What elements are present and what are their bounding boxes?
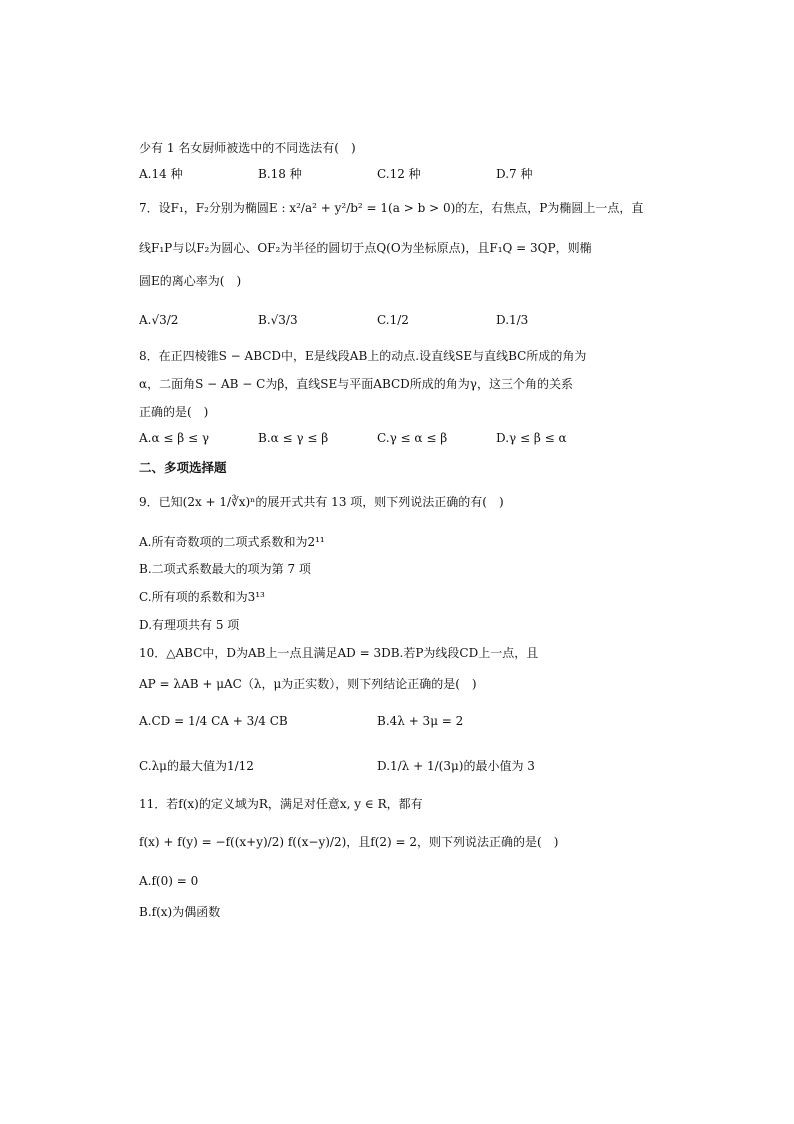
q9-option-b: B.二项式系数最大的项为第 7 项 (139, 562, 311, 576)
q9-option-c: C.所有项的系数和为3¹³ (139, 590, 265, 604)
q10-option-c: C.λμ的最大值为1/12 (139, 759, 254, 773)
q6-option-b: B.18 种 (258, 167, 302, 181)
q11-stem-line-1: 11．若f(x)的定义域为R，满足对任意x, y ∈ R，都有 (139, 797, 423, 811)
q8-option-c: C.γ ≤ α ≤ β (377, 431, 448, 445)
section-heading: 二、多项选择题 (139, 460, 227, 475)
q8-stem-line-1: 8．在正四棱锥S − ABCD中，E是线段AB上的动点.设直线SE与直线BC所成的角为 (139, 349, 587, 363)
q11-option-b: B.f(x)为偶函数 (139, 905, 221, 919)
q7-option-b: B.√3/3 (258, 313, 298, 327)
q6-stem-tail: 少有 1 名女厨师被选中的不同选法有( ) (139, 141, 356, 155)
q8-option-a: A.α ≤ β ≤ γ (139, 431, 210, 445)
q7-stem-line-3: 圆E的离心率为( ) (139, 274, 242, 288)
q11-stem-line-2: f(x) + f(y) = −f((x+y)/2) f((x−y)/2)，且f(2) = 2，则下列说法正确的是( ) (139, 835, 559, 849)
q9-option-a: A.所有奇数项的二项式系数和为2¹¹ (139, 535, 325, 549)
q11-option-a: A.f(0) = 0 (139, 874, 199, 888)
q6-option-c: C.12 种 (377, 167, 421, 181)
q7-stem-line-1: 7．设F₁，F₂分别为椭圆E : x²/a² + y²/b² = 1(a > b > 0)的左，右焦点，P为椭圆上一点，直 (139, 201, 644, 215)
q8-option-b: B.α ≤ γ ≤ β (258, 431, 329, 445)
q10-stem-line-2: AP = λAB + μAC（λ，μ为正实数），则下列结论正确的是( ) (139, 677, 477, 691)
q7-option-d: D.1/3 (496, 313, 529, 327)
q10-option-a: A.CD = 1/4 CA + 3/4 CB (139, 714, 288, 728)
q8-stem-line-2: α，二面角S − AB − C为β，直线SE与平面ABCD所成的角为γ，这三个角的关系 (139, 377, 573, 391)
q9-option-d: D.有理项共有 5 项 (139, 618, 240, 632)
q7-option-c: C.1/2 (377, 313, 409, 327)
q7-stem-line-2: 线F₁P与以F₂为圆心、OF₂为半径的圆切于点Q(O为坐标原点)，且F₁Q = 3QP，则椭 (139, 241, 592, 255)
q9-stem: 9．已知(2x + 1/∛x)ⁿ的展开式共有 13 项，则下列说法正确的有( ) (139, 495, 504, 509)
q8-stem-line-3: 正确的是( ) (139, 405, 209, 419)
q6-option-d: D.7 种 (496, 167, 533, 181)
q10-option-d: D.1/λ + 1/(3μ)的最小值为 3 (377, 759, 535, 773)
q8-option-d: D.γ ≤ β ≤ α (496, 431, 567, 445)
q10-option-b: B.4λ + 3μ = 2 (377, 714, 464, 728)
q6-option-a: A.14 种 (139, 167, 183, 181)
q7-option-a: A.√3/2 (139, 313, 179, 327)
q10-stem-line-1: 10．△ABC中，D为AB上一点且满足AD = 3DB.若P为线段CD上一点，且 (139, 646, 539, 660)
